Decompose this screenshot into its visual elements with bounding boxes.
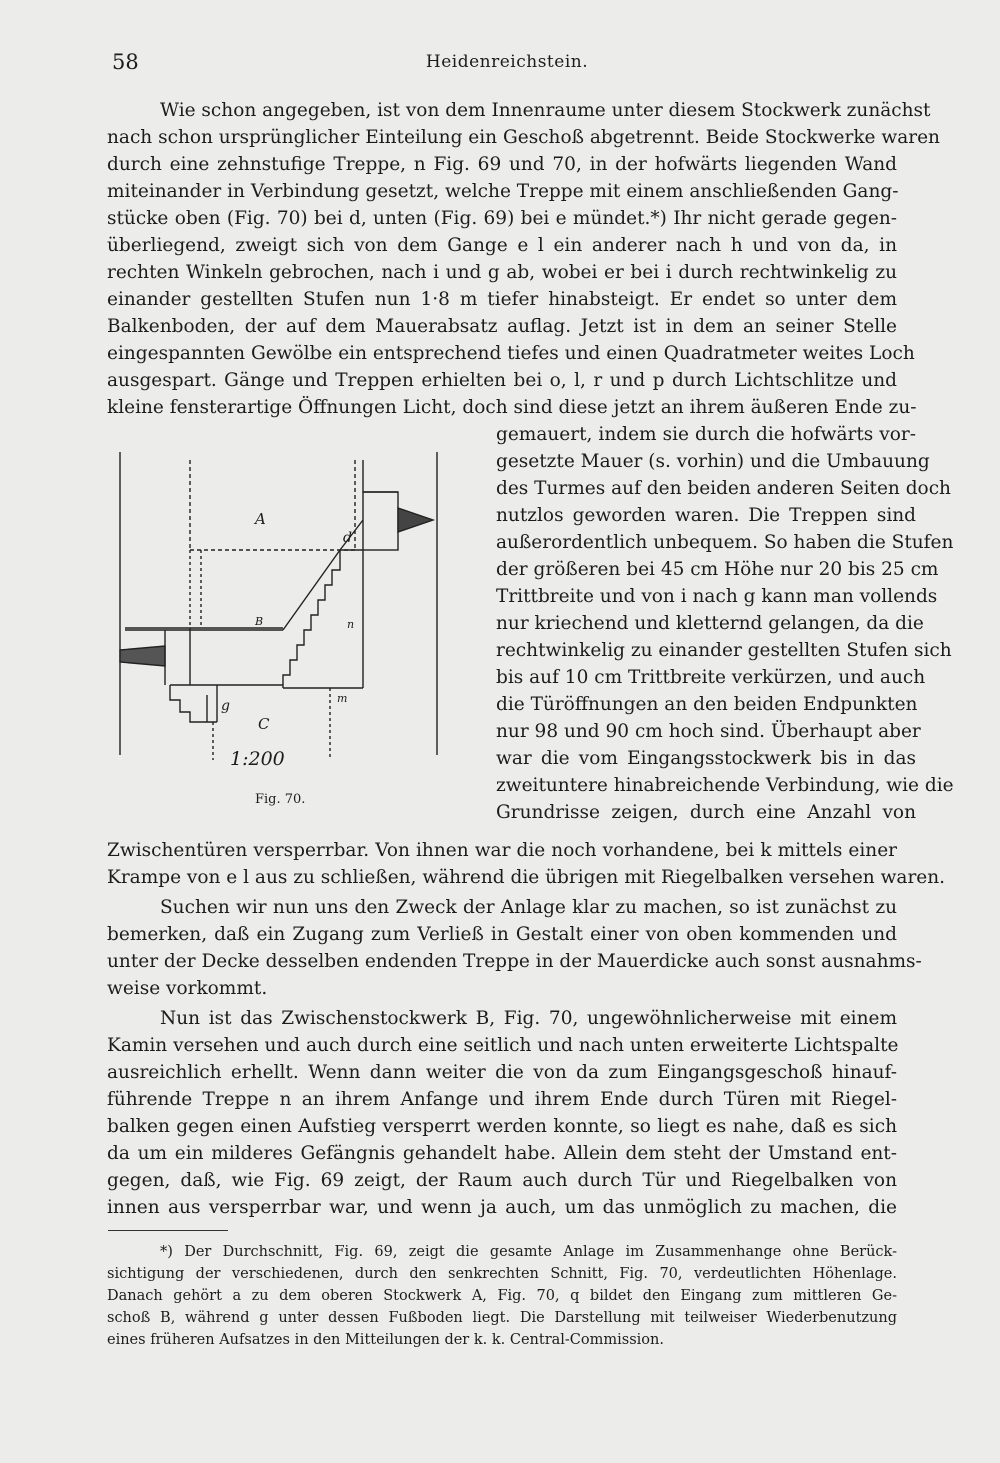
scale-label: 1:200 xyxy=(230,748,285,770)
text-line: nur 98 und 90 cm hoch sind. Überhaupt aber xyxy=(496,721,921,742)
text-line: bis auf 10 cm Trittbreite verkürzen, und auch xyxy=(496,667,926,688)
text-line: nach schon ursprünglicher Einteilung ein Geschoß abgetrennt. Beide Stockwerke waren xyxy=(107,127,940,148)
text-line: innen aus versperrbar war, und wenn ja auch, um das unmöglich zu machen, die xyxy=(107,1197,897,1218)
text-line: ausgespart. Gänge und Treppen erhielten bei o, l, r und p durch Lichtschlitze und xyxy=(107,370,897,391)
text-line: gemauert, indem sie durch die hofwärts vor- xyxy=(496,424,916,445)
text-line: nur kriechend und kletternd gelangen, da die xyxy=(496,613,924,634)
page-number: 58 xyxy=(112,50,139,74)
label-n: n xyxy=(347,618,355,631)
footnote-line: *) Der Durchschnitt, Fig. 69, zeigt die gesamte Anlage im Zusammenhange ohne Berück- xyxy=(160,1244,897,1260)
text-line: nutzlos geworden waren. Die Treppen sind xyxy=(496,505,916,526)
text-line: miteinander in Verbindung gesetzt, welche Treppe mit einem anschließenden Gang- xyxy=(107,181,899,202)
text-line: überliegend, zweigt sich von dem Gange e l ein anderer nach h und von da, in xyxy=(107,235,897,256)
text-line: kleine fensterartige Öffnungen Licht, doch sind diese jetzt an ihrem äußeren Ende zu- xyxy=(107,397,917,418)
text-line: Zwischentüren versperrbar. Von ihnen war die noch vorhandene, bei k mittels einer xyxy=(107,840,897,861)
footnote-rule xyxy=(108,1230,228,1231)
text-line: zweituntere hinabreichende Verbindung, wie die xyxy=(496,775,954,796)
page-header xyxy=(112,50,902,80)
text-line: die Türöffnungen an den beiden Endpunkten xyxy=(496,694,918,715)
text-line: gesetzte Mauer (s. vorhin) und die Umbauung xyxy=(496,451,930,472)
text-line: gegen, daß, wie Fig. 69 zeigt, der Raum auch durch Tür und Riegelbalken von xyxy=(107,1170,897,1191)
text-line: stücke oben (Fig. 70) bei d, unten (Fig. 69) bei e mündet.*) Ihr nicht gerade gegen- xyxy=(107,208,897,229)
text-line: rechten Winkeln gebrochen, nach i und g ab, wobei er bei i durch rechtwinkelig zu xyxy=(107,262,897,283)
section-drawing xyxy=(115,450,460,790)
text-line: weise vorkommt. xyxy=(107,978,268,999)
text-line: durch eine zehnstufige Treppe, n Fig. 69 und 70, in der hofwärts liegenden Wand xyxy=(107,154,897,175)
footnote-line: Danach gehört a zu dem oberen Stockwerk A, Fig. 70, q bildet den Eingang zum mittleren Ge- xyxy=(107,1288,897,1304)
text-line: Krampe von e l aus zu schließen, während die übrigen mit Riegelbalken versehen waren. xyxy=(107,867,946,888)
text-line: Kamin versehen und auch durch eine seitlich und nach unten erweiterte Lichtspalte xyxy=(107,1035,899,1056)
text-line: bemerken, daß ein Zugang zum Verließ in Gestalt einer von oben kommenden und xyxy=(107,924,897,945)
label-m: m xyxy=(337,692,348,705)
text-line: ausreichlich erhellt. Wenn dann weiter die von da zum Eingangsgeschoß hinauf- xyxy=(107,1062,897,1083)
footnote-line: eines früheren Aufsatzes in den Mitteilungen der k. k. Central-Commission. xyxy=(107,1332,664,1348)
label-b: B xyxy=(255,615,264,628)
text-line: Suchen wir nun uns den Zweck der Anlage klar zu machen, so ist zunächst zu xyxy=(160,897,897,918)
figure-caption: Fig. 70. xyxy=(255,792,306,807)
text-line: balken gegen einen Aufstieg versperrt werden konnte, so liegt es nahe, daß es sich xyxy=(107,1116,897,1137)
text-line: eingespannten Gewölbe ein entsprechend tiefes und einen Quadratmeter weites Loch xyxy=(107,343,915,364)
text-line: der größeren bei 45 cm Höhe nur 20 bis 25 cm xyxy=(496,559,939,580)
text-line: Trittbreite und von i nach g kann man vollends xyxy=(496,586,938,607)
text-line: führende Treppe n an ihrem Anfange und ihrem Ende durch Türen mit Riegel- xyxy=(107,1089,897,1110)
footnote-line: schoß B, während g unter dessen Fußboden liegt. Die Darstellung mit teilweiser Wiederbenutzung xyxy=(107,1310,897,1326)
text-line: rechtwinkelig zu einander gestellten Stufen sich xyxy=(496,640,952,661)
label-a: A xyxy=(255,510,266,528)
text-line: Balkenboden, der auf dem Mauerabsatz auflag. Jetzt ist in dem an seiner Stelle xyxy=(107,316,897,337)
label-d: d xyxy=(343,530,352,546)
label-c: C xyxy=(258,715,270,733)
text-line: einander gestellten Stufen nun 1·8 m tiefer hinabsteigt. Er endet so unter dem xyxy=(107,289,897,310)
text-line: Wie schon angegeben, ist von dem Innenraume unter diesem Stockwerk zunächst xyxy=(160,100,931,121)
footnote-line: sichtigung der verschiedenen, durch den senkrechten Schnitt, Fig. 70, verdeutlichten Höhenlage. xyxy=(107,1266,897,1282)
text-line: war die vom Eingangsstockwerk bis in das xyxy=(496,748,916,769)
label-g: g xyxy=(221,698,230,714)
text-line: außerordentlich unbequem. So haben die Stufen xyxy=(496,532,954,553)
figure-70 xyxy=(115,450,460,815)
running-head: Heidenreichstein. xyxy=(425,52,589,72)
text-line: unter der Decke desselben endenden Treppe in der Mauerdicke auch sonst ausnahms- xyxy=(107,951,922,972)
text-line: des Turmes auf den beiden anderen Seiten doch xyxy=(496,478,951,499)
text-line: da um ein milderes Gefängnis gehandelt habe. Allein dem steht der Umstand ent- xyxy=(107,1143,897,1164)
text-line: Nun ist das Zwischenstockwerk B, Fig. 70, ungewöhnlicherweise mit einem xyxy=(160,1008,897,1029)
text-line: Grundrisse zeigen, durch eine Anzahl von xyxy=(496,802,916,823)
